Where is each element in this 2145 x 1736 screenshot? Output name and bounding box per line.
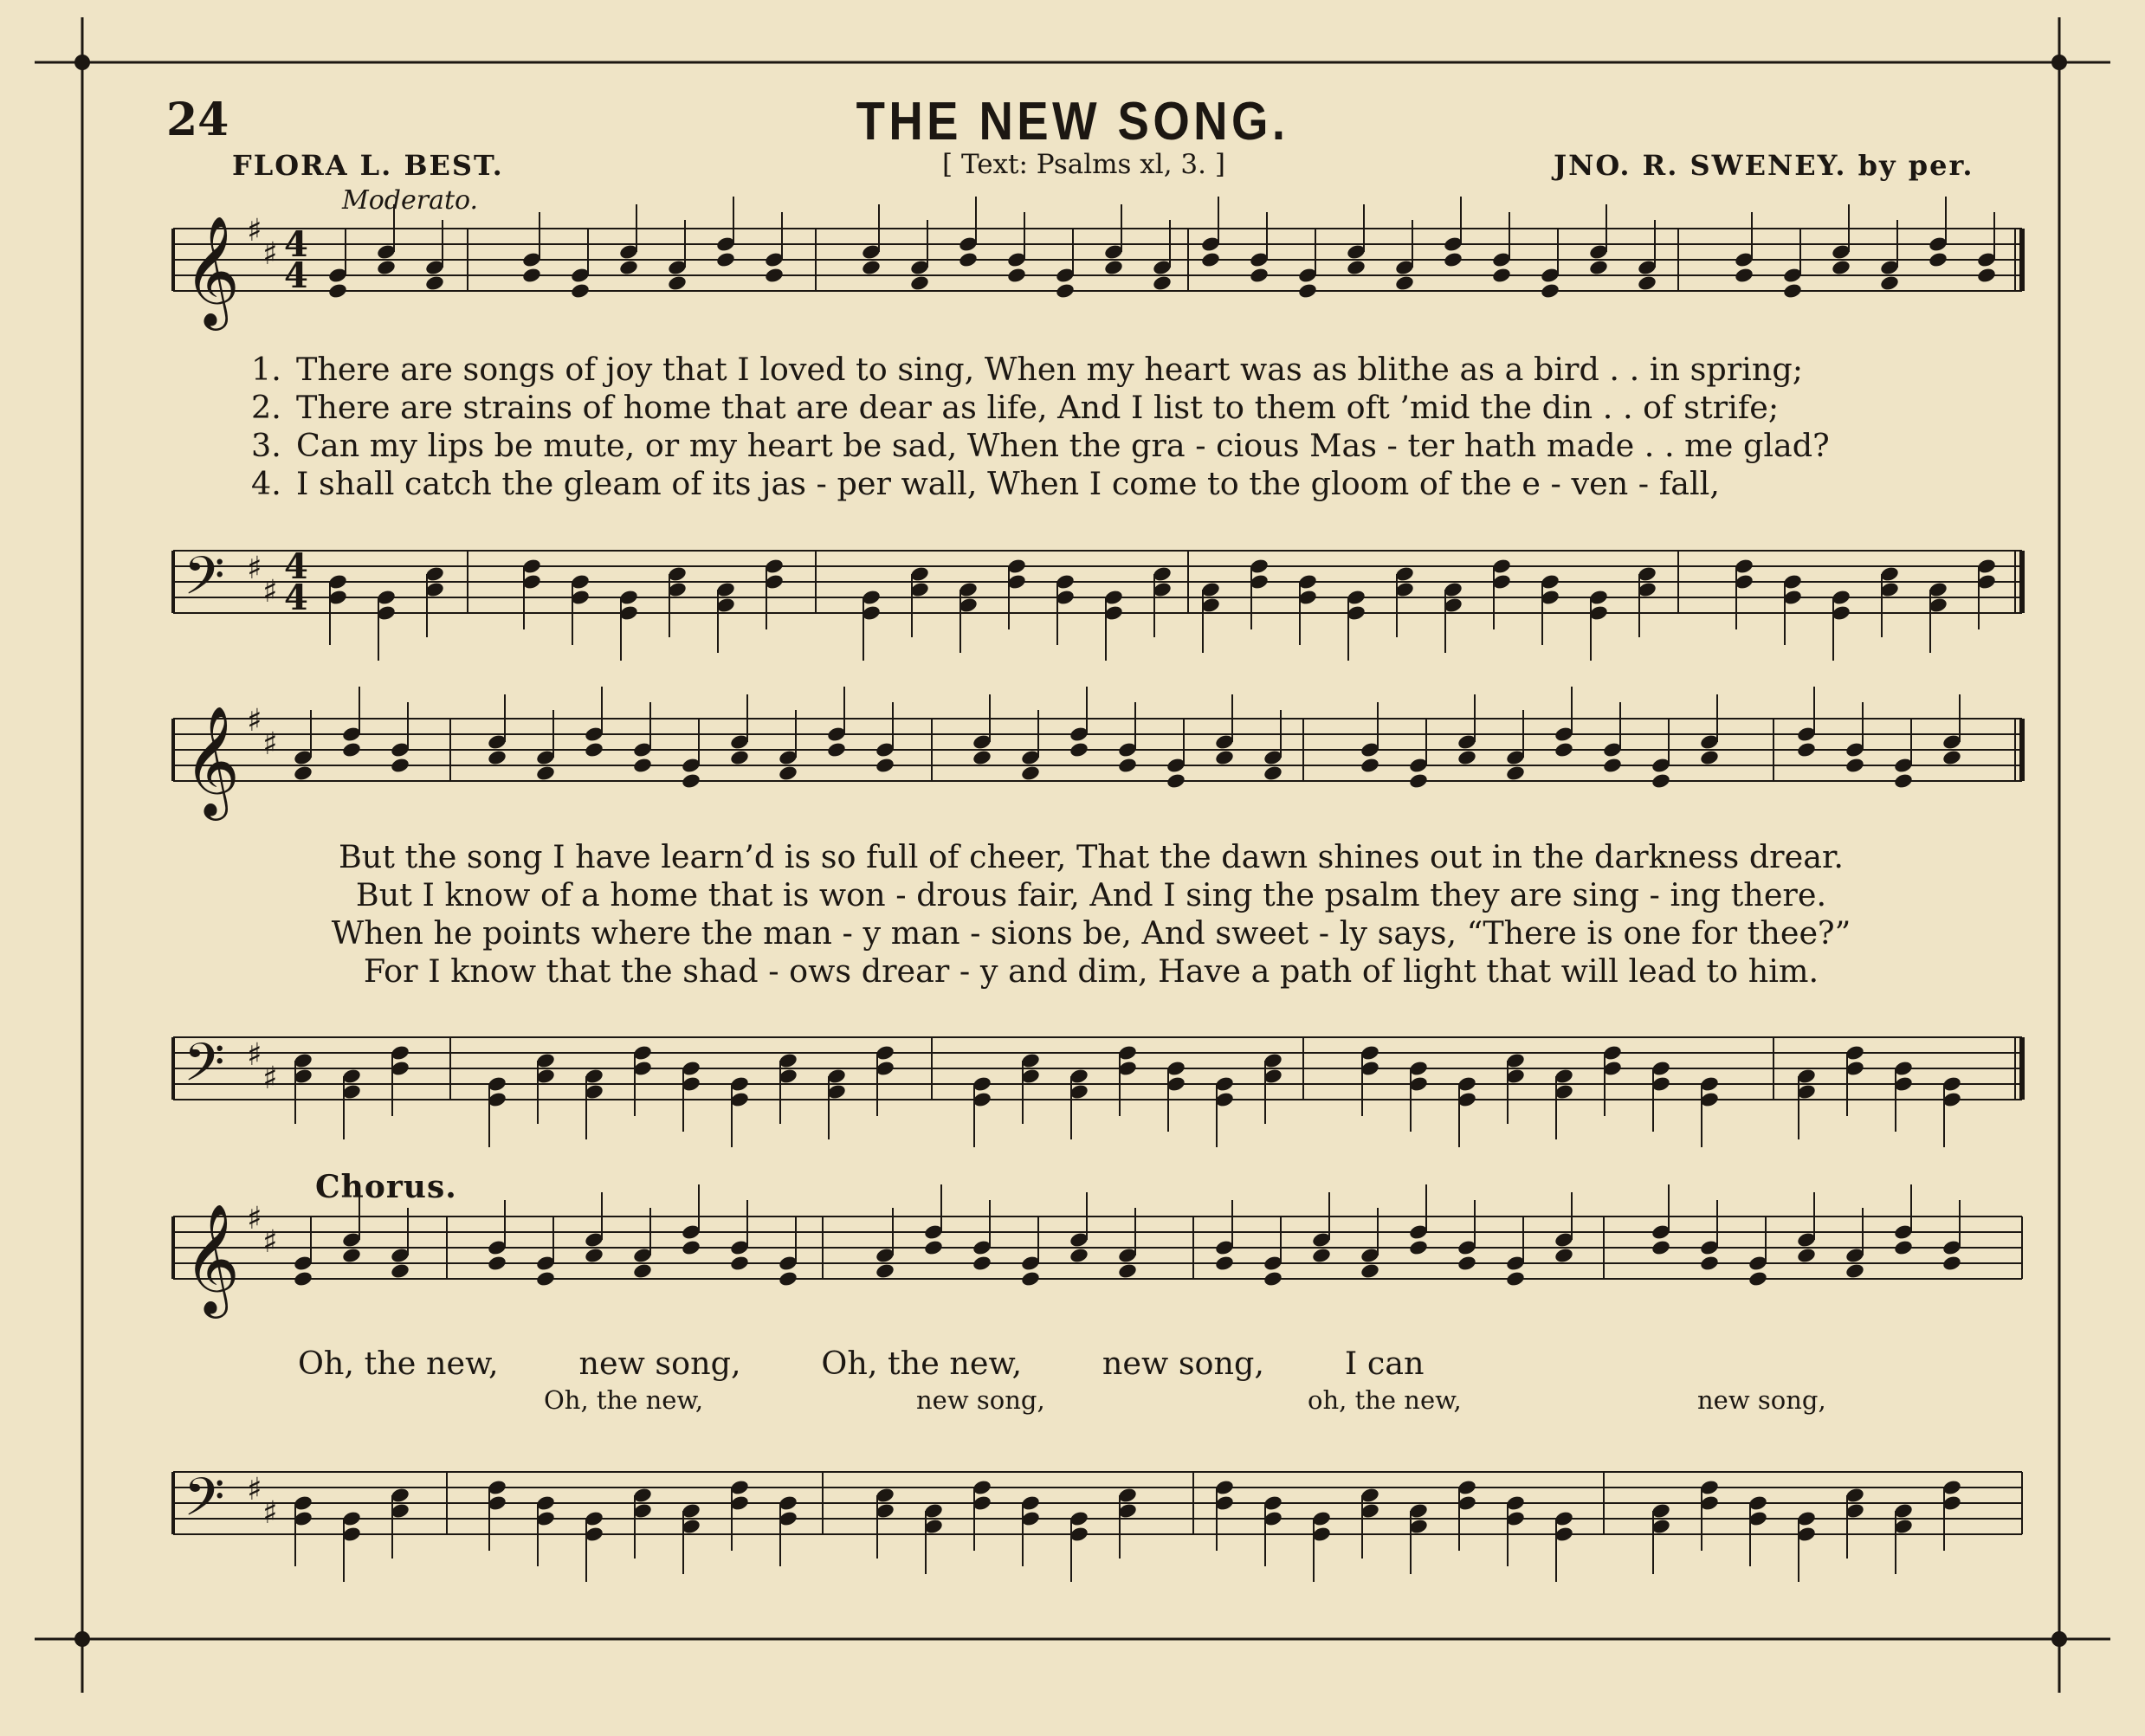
note-head bbox=[1103, 259, 1124, 276]
note-head bbox=[1263, 1270, 1283, 1287]
note-head bbox=[341, 741, 362, 758]
chorus-echo-1: Oh, the new, bbox=[544, 1385, 704, 1415]
note-head bbox=[715, 251, 736, 268]
note-head bbox=[1893, 1239, 1914, 1256]
note-head bbox=[861, 259, 882, 276]
note-head bbox=[632, 1262, 653, 1280]
note-head bbox=[570, 282, 591, 300]
page-number: 24 bbox=[166, 94, 229, 146]
frame-corner-ornament bbox=[2051, 55, 2067, 70]
note-head bbox=[584, 741, 604, 758]
note-head bbox=[1394, 274, 1415, 292]
note-head bbox=[376, 259, 397, 276]
note-head bbox=[923, 1239, 944, 1256]
note-head bbox=[1637, 274, 1657, 292]
time-signature-digit: 4 bbox=[284, 578, 308, 618]
note-head bbox=[958, 251, 979, 268]
sharp-key-signature: ♯ bbox=[262, 1061, 278, 1096]
note-head bbox=[1845, 757, 1865, 774]
note-head bbox=[1055, 282, 1076, 300]
note-head bbox=[681, 1239, 701, 1256]
note-head bbox=[1491, 267, 1512, 284]
note-head bbox=[1249, 267, 1270, 284]
note-head bbox=[681, 772, 701, 790]
note-head bbox=[1782, 282, 1803, 300]
note-head bbox=[1346, 259, 1366, 276]
time-signature-digit: 4 bbox=[284, 255, 308, 296]
bass-clef: 𝄢 bbox=[184, 1467, 225, 1541]
note-head bbox=[1200, 251, 1221, 268]
hymn-title: THE NEW SONG. bbox=[856, 92, 1289, 152]
note-head bbox=[1117, 1262, 1138, 1280]
note-head bbox=[778, 1270, 798, 1287]
note-head bbox=[1588, 259, 1609, 276]
sharp-key-signature: ♯ bbox=[247, 213, 262, 248]
note-head bbox=[521, 267, 542, 284]
note-head bbox=[618, 259, 639, 276]
sharp-key-signature: ♯ bbox=[247, 703, 262, 739]
note-head bbox=[584, 1247, 604, 1264]
verse-number: 1. bbox=[251, 351, 281, 388]
verse-text: There are strains of home that are dear as life, And I list to them oft ’mid the din . . of strife; bbox=[296, 389, 1780, 426]
note-head bbox=[1443, 251, 1463, 268]
note-head bbox=[535, 1270, 556, 1287]
note-head bbox=[1020, 765, 1041, 782]
frame-corner-ornament bbox=[74, 1631, 90, 1647]
note-head bbox=[1214, 1255, 1235, 1272]
verse-line-1a bbox=[251, 351, 2026, 388]
chorus-echo-3: oh, the new, bbox=[1308, 1385, 1462, 1415]
verse-line-4a bbox=[251, 465, 2026, 502]
sharp-key-signature: ♯ bbox=[247, 1472, 262, 1507]
note-head bbox=[1602, 757, 1623, 774]
note-head bbox=[1311, 1247, 1332, 1264]
note-head bbox=[487, 1255, 507, 1272]
verse-line-2b: But I know of a home that is won - drous fair, And I sing the psalm they are sing - ing there. bbox=[355, 876, 1827, 913]
poet-credit: FLORA L. BEST. bbox=[232, 149, 504, 182]
treble-clef: 𝄞 bbox=[184, 1203, 241, 1313]
note-head bbox=[1069, 741, 1089, 758]
note-head bbox=[1831, 259, 1851, 276]
verse-line-2a bbox=[251, 389, 2026, 426]
note-head bbox=[1360, 1262, 1380, 1280]
note-head bbox=[1408, 772, 1429, 790]
frame-corner-ornament bbox=[2051, 1631, 2067, 1647]
composer-credit: JNO. R. SWENEY. by per. bbox=[1554, 149, 1974, 182]
note-head bbox=[1020, 1270, 1041, 1287]
chorus-lyrics: Oh, the new, new song, Oh, the new, new song, I can bbox=[298, 1345, 1425, 1382]
verse-number: 4. bbox=[251, 465, 281, 502]
note-head bbox=[1893, 772, 1914, 790]
note-head bbox=[341, 1247, 362, 1264]
note-head bbox=[826, 741, 847, 758]
note-head bbox=[1879, 274, 1900, 292]
note-head bbox=[1976, 267, 1997, 284]
sharp-key-signature: ♯ bbox=[262, 574, 278, 610]
note-head bbox=[293, 1270, 313, 1287]
note-head bbox=[1214, 749, 1235, 766]
note-head bbox=[424, 274, 445, 292]
note-head bbox=[535, 765, 556, 782]
chorus-echo-4: new song, bbox=[1697, 1385, 1826, 1415]
note-head bbox=[909, 274, 930, 292]
note-head bbox=[1554, 741, 1574, 758]
note-head bbox=[1069, 1247, 1089, 1264]
note-head bbox=[729, 749, 750, 766]
note-head bbox=[972, 1255, 992, 1272]
note-head bbox=[1006, 267, 1027, 284]
verse-number: 3. bbox=[251, 427, 281, 464]
time-signature-digit: 4 bbox=[284, 546, 308, 587]
note-head bbox=[327, 282, 348, 300]
note-head bbox=[1554, 1247, 1574, 1264]
note-head bbox=[667, 274, 688, 292]
note-head bbox=[1845, 1262, 1865, 1280]
note-head bbox=[293, 765, 313, 782]
note-head bbox=[1734, 267, 1754, 284]
note-head bbox=[875, 757, 895, 774]
note-head bbox=[1505, 1270, 1526, 1287]
verse-text: There are songs of joy that I loved to sing, When my heart was as blithe as a bird . . in spring; bbox=[296, 351, 1803, 388]
note-head bbox=[1651, 772, 1671, 790]
note-head bbox=[1796, 1247, 1817, 1264]
time-signature-digit: 4 bbox=[284, 224, 308, 265]
note-head bbox=[1540, 282, 1560, 300]
note-head bbox=[390, 1262, 410, 1280]
treble-clef: 𝄞 bbox=[184, 705, 241, 816]
note-head bbox=[1457, 1255, 1477, 1272]
sharp-key-signature: ♯ bbox=[247, 1037, 262, 1073]
note-head bbox=[1360, 757, 1380, 774]
note-head bbox=[1941, 749, 1962, 766]
note-head bbox=[1928, 251, 1948, 268]
sharp-key-signature: ♯ bbox=[262, 1224, 278, 1260]
tempo-marking: Moderato. bbox=[342, 185, 479, 216]
sharp-key-signature: ♯ bbox=[247, 551, 262, 586]
verse-line-3a bbox=[251, 427, 2026, 464]
note-head bbox=[1748, 1270, 1768, 1287]
scripture-reference: [ Text: Psalms xl, 3. ] bbox=[942, 149, 1225, 180]
note-head bbox=[1505, 765, 1526, 782]
sharp-key-signature: ♯ bbox=[247, 1201, 262, 1236]
note-head bbox=[1796, 741, 1817, 758]
treble-clef: 𝄞 bbox=[184, 215, 241, 326]
note-head bbox=[1699, 749, 1720, 766]
chorus-echo-2: new song, bbox=[916, 1385, 1045, 1415]
note-head bbox=[632, 757, 653, 774]
note-head bbox=[1651, 1239, 1671, 1256]
sharp-key-signature: ♯ bbox=[262, 236, 278, 272]
note-head bbox=[1117, 757, 1138, 774]
note-head bbox=[764, 267, 785, 284]
note-head bbox=[390, 757, 410, 774]
bass-clef: 𝄢 bbox=[184, 1032, 225, 1107]
note-head bbox=[1457, 749, 1477, 766]
note-head bbox=[1166, 772, 1186, 790]
note-head bbox=[778, 765, 798, 782]
sharp-key-signature: ♯ bbox=[262, 726, 278, 762]
note-head bbox=[972, 749, 992, 766]
frame-corner-ornament bbox=[74, 55, 90, 70]
note-head bbox=[1297, 282, 1318, 300]
note-head bbox=[729, 1255, 750, 1272]
note-head bbox=[1408, 1239, 1429, 1256]
chorus-label: Chorus. bbox=[315, 1169, 457, 1205]
note-head bbox=[875, 1262, 895, 1280]
verse-text: I shall catch the gleam of its jas - per wall, When I come to the gloom of the e - ven - fall, bbox=[296, 465, 1720, 502]
verse-line-4b: For I know that the shad - ows drear - y and dim, Have a path of light that will lead to him. bbox=[363, 952, 1819, 990]
verse-text: Can my lips be mute, or my heart be sad, When the gra - cious Mas - ter hath made . . me glad? bbox=[296, 427, 1830, 464]
sharp-key-signature: ♯ bbox=[262, 1495, 278, 1531]
note-head bbox=[1941, 1255, 1962, 1272]
bass-clef: 𝄢 bbox=[184, 545, 225, 620]
note-head bbox=[1152, 274, 1173, 292]
verse-line-1b: But the song I have learn’d is so full of cheer, That the dawn shines out in the darkness drear. bbox=[338, 838, 1845, 875]
note-head bbox=[1263, 765, 1283, 782]
verse-line-3b: When he points where the man - y man - sions be, And sweet - ly says, “There is one for thee?” bbox=[331, 914, 1851, 952]
verse-number: 2. bbox=[251, 389, 281, 426]
note-head bbox=[1699, 1255, 1720, 1272]
note-head bbox=[487, 749, 507, 766]
